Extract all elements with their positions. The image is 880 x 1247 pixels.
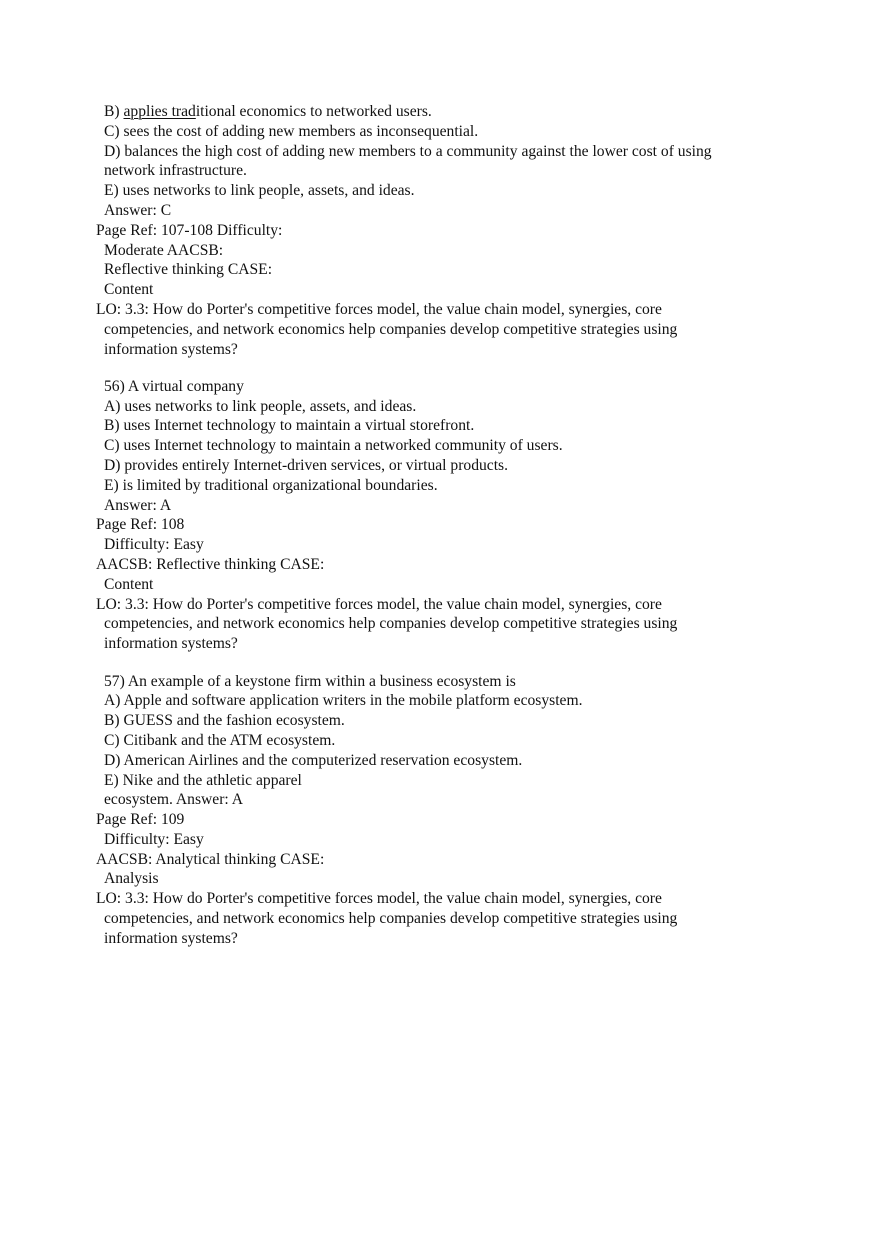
document-body [0,102,880,949]
q56-page-ref: Page Ref: 108 [96,516,185,534]
question-56 [0,377,880,654]
q56-lo-line2: competencies, and network economics help companies develop competitive strategies using [104,615,678,633]
q56-question: 56) A virtual company [104,377,244,395]
q55-option-d-line2: network infrastructure. [104,162,247,180]
q57-lo-line1: LO: 3.3: How do Porter's competitive forces model, the value chain model, synergies, core [96,890,662,908]
q57-page-ref: Page Ref: 109 [96,811,185,829]
q55-answer: Answer: C [104,201,172,219]
q57-option-d: D) American Airlines and the computerized reservation ecosystem. [104,751,523,769]
q55-option-d-line1: D) balances the high cost of adding new members to a community against the lower cost of using [104,142,712,160]
q57-answer: ecosystem. Answer: A [104,791,244,809]
q57-lo-line3: information systems? [104,929,238,947]
q56-aacsb: AACSB: Reflective thinking CASE: [96,556,325,574]
q55-option-e: E) uses networks to link people, assets, and ideas. [104,182,415,200]
q55-lo-line2: competencies, and network economics help companies develop competitive strategies using [104,320,678,338]
q55-option-b [0,102,880,122]
q56-case: Content [104,575,154,593]
q55-lo-line1: LO: 3.3: How do Porter's competitive forces model, the value chain model, synergies, core [96,300,662,318]
q56-option-a: A) uses networks to link people, assets, and ideas. [104,397,417,415]
spacer [0,359,880,377]
q57-aacsb: AACSB: Analytical thinking CASE: [96,850,325,868]
question-55 [0,102,880,359]
q55-lo-line3: information systems? [104,340,238,358]
q56-answer: Answer: A [104,496,172,514]
question-57 [0,672,880,949]
q56-option-e: E) is limited by traditional organizational boundaries. [104,476,438,494]
q56-difficulty: Difficulty: Easy [104,536,204,554]
q55-page-ref: Page Ref: 107-108 Difficulty: [96,221,283,239]
spacer [0,654,880,672]
q57-option-e: E) Nike and the athletic apparel [104,771,302,789]
q57-option-b: B) GUESS and the fashion ecosystem. [104,712,345,730]
q57-lo-line2: competencies, and network economics help companies develop competitive strategies using [104,910,678,928]
q55-case: Content [104,281,154,299]
q56-option-c: C) uses Internet technology to maintain a networked community of users. [104,437,563,455]
q55-aacsb: Reflective thinking CASE: [104,261,273,279]
q57-case: Analysis [104,870,159,888]
q55-option-b-underlined: applies trad [123,103,196,120]
q56-option-b: B) uses Internet technology to maintain a virtual storefront. [104,417,475,435]
q55-option-c: C) sees the cost of adding new members as inconsequential. [104,122,479,140]
q56-lo-line3: information systems? [104,635,238,653]
q55-difficulty: Moderate AACSB: [104,241,224,259]
q55-option-b-rest: itional economics to networked users. [195,103,432,120]
q56-option-d: D) provides entirely Internet-driven services, or virtual products. [104,457,509,475]
q57-difficulty: Difficulty: Easy [104,830,204,848]
q55-option-b-prefix: B) [104,103,124,120]
q57-option-c: C) Citibank and the ATM ecosystem. [104,731,336,749]
q56-lo-line1: LO: 3.3: How do Porter's competitive forces model, the value chain model, synergies, core [96,595,662,613]
q57-option-a: A) Apple and software application writers in the mobile platform ecosystem. [104,692,583,710]
q57-question: 57) An example of a keystone firm within a business ecosystem is [104,672,516,690]
